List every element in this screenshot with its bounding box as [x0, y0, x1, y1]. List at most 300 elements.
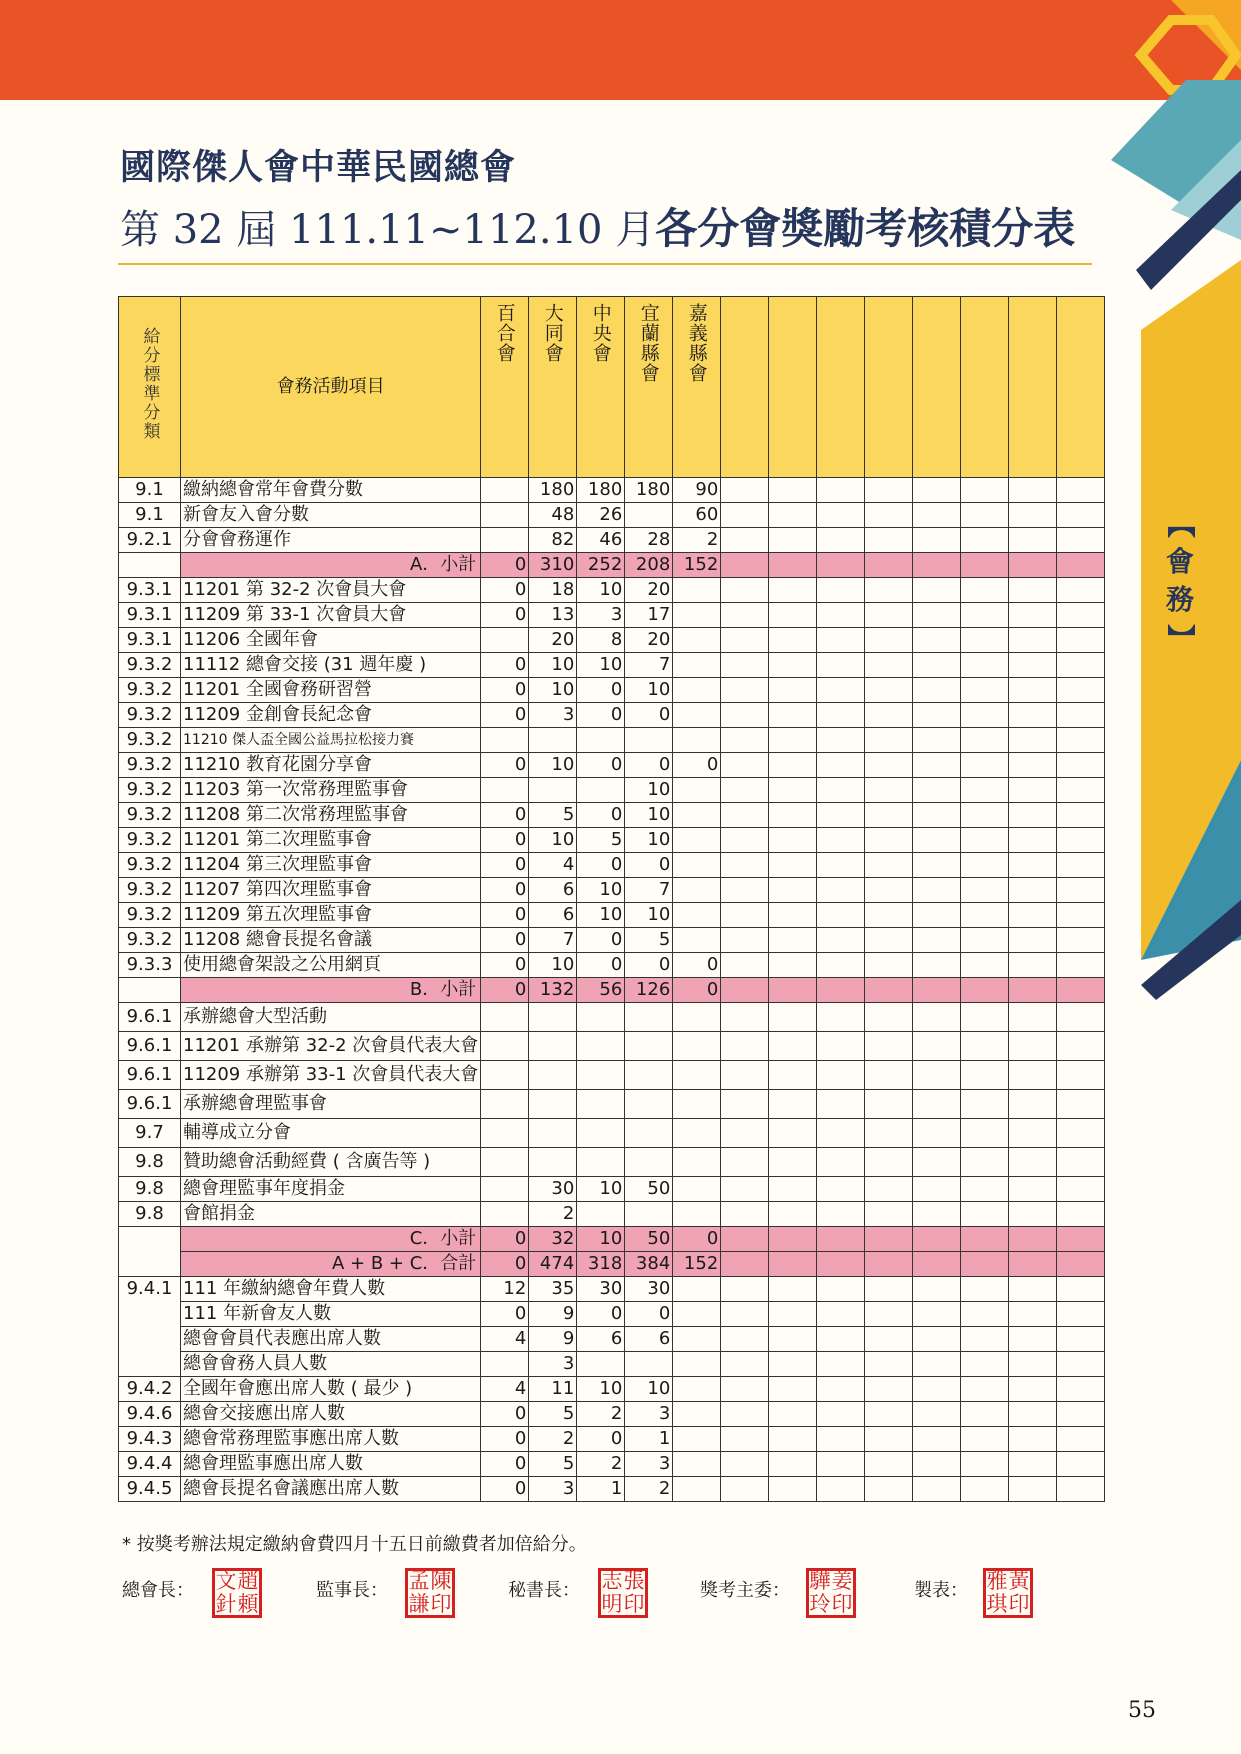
empty-cell [769, 1202, 817, 1227]
empty-cell [817, 1427, 865, 1452]
empty-cell [913, 728, 961, 753]
header-empty [769, 297, 817, 478]
empty-cell [913, 578, 961, 603]
empty-cell [721, 903, 769, 928]
table-row [119, 478, 1105, 503]
score-cell [625, 1061, 673, 1090]
score-cell [625, 1032, 673, 1061]
category-code: 9.4.6 [119, 1402, 181, 1427]
empty-cell [721, 778, 769, 803]
score-cell [673, 1061, 721, 1090]
empty-cell [1057, 1352, 1105, 1377]
subtotal-label: A + B + C．合計 [181, 1252, 481, 1277]
score-cell: 10 [529, 653, 577, 678]
score-cell [673, 1352, 721, 1377]
empty-cell [721, 953, 769, 978]
empty-cell [1057, 628, 1105, 653]
category-code: 9.3.2 [119, 853, 181, 878]
score-cell: 1 [577, 1477, 625, 1502]
score-cell [481, 728, 529, 753]
score-cell [673, 1452, 721, 1477]
empty-cell [1057, 578, 1105, 603]
empty-cell [1057, 1003, 1105, 1032]
score-cell: 10 [529, 753, 577, 778]
empty-cell [865, 1327, 913, 1352]
score-cell: 0 [481, 1252, 529, 1277]
club-name: 大同會 [541, 303, 564, 363]
score-cell: 10 [529, 828, 577, 853]
score-cell [673, 903, 721, 928]
empty-cell [961, 1202, 1009, 1227]
empty-cell [913, 1148, 961, 1177]
category-code [119, 978, 181, 1003]
empty-cell [913, 478, 961, 503]
empty-cell [865, 728, 913, 753]
score-cell: 0 [481, 903, 529, 928]
empty-cell [865, 803, 913, 828]
table-row [119, 1377, 1105, 1402]
activity-item: 11201 第二次理監事會 [181, 828, 481, 853]
empty-cell [961, 778, 1009, 803]
seal-stamp-committee-chair [806, 1568, 856, 1618]
score-cell: 2 [529, 1202, 577, 1227]
empty-cell [1057, 678, 1105, 703]
empty-cell [721, 803, 769, 828]
score-cell: 0 [481, 653, 529, 678]
activity-item: 總會長提名會議應出席人數 [181, 1477, 481, 1502]
empty-cell [721, 628, 769, 653]
empty-cell [1057, 828, 1105, 853]
score-cell [673, 1402, 721, 1427]
empty-cell [721, 878, 769, 903]
score-cell: 318 [577, 1252, 625, 1277]
empty-cell [961, 728, 1009, 753]
score-cell [577, 728, 625, 753]
category-code: 9.3.2 [119, 728, 181, 753]
empty-cell [913, 853, 961, 878]
score-cell: 2 [673, 528, 721, 553]
empty-cell [1009, 903, 1057, 928]
seal-stamp-secretary [598, 1568, 648, 1618]
empty-cell [1009, 753, 1057, 778]
score-cell: 3 [529, 703, 577, 728]
empty-cell [1009, 703, 1057, 728]
score-cell: 152 [673, 1252, 721, 1277]
empty-cell [961, 1148, 1009, 1177]
empty-cell [961, 578, 1009, 603]
score-cell [673, 828, 721, 853]
score-cell [481, 1003, 529, 1032]
empty-cell [961, 1327, 1009, 1352]
score-cell: 10 [529, 953, 577, 978]
empty-cell [721, 678, 769, 703]
empty-cell [1057, 1452, 1105, 1477]
empty-cell [1009, 1327, 1057, 1352]
empty-cell [721, 1452, 769, 1477]
empty-cell [1057, 1202, 1105, 1227]
empty-cell [1009, 578, 1057, 603]
empty-cell [721, 753, 769, 778]
score-cell [625, 1352, 673, 1377]
empty-cell [865, 1477, 913, 1502]
empty-cell [817, 1177, 865, 1202]
subtotal-label: B．小計 [181, 978, 481, 1003]
empty-cell [721, 703, 769, 728]
score-cell: 7 [625, 653, 673, 678]
empty-cell [961, 953, 1009, 978]
table-row [119, 603, 1105, 628]
score-cell: 48 [529, 503, 577, 528]
table-row [119, 1090, 1105, 1119]
empty-cell [1009, 828, 1057, 853]
empty-cell [769, 853, 817, 878]
empty-cell [1009, 853, 1057, 878]
title-main: 各分會獎勵考核積分表 [655, 204, 1076, 253]
empty-cell [721, 1252, 769, 1277]
empty-cell [769, 1352, 817, 1377]
empty-cell [865, 603, 913, 628]
activity-item: 11210 傑人盃全國公益馬拉松接力賽 [181, 728, 481, 753]
score-cell [481, 1148, 529, 1177]
empty-cell [769, 653, 817, 678]
score-cell: 2 [577, 1402, 625, 1427]
score-cell: 0 [481, 928, 529, 953]
score-cell: 2 [625, 1477, 673, 1502]
score-cell: 10 [577, 1227, 625, 1252]
score-cell [625, 1003, 673, 1032]
empty-cell [721, 528, 769, 553]
empty-cell [1057, 853, 1105, 878]
empty-cell [865, 553, 913, 578]
score-cell: 10 [529, 678, 577, 703]
table-row [119, 828, 1105, 853]
empty-cell [1009, 978, 1057, 1003]
empty-cell [913, 628, 961, 653]
activity-item: 總會會員代表應出席人數 [181, 1327, 481, 1352]
score-cell: 474 [529, 1252, 577, 1277]
empty-cell [961, 503, 1009, 528]
score-cell: 0 [577, 1427, 625, 1452]
empty-cell [769, 1148, 817, 1177]
empty-cell [769, 528, 817, 553]
score-cell: 0 [625, 703, 673, 728]
signature-label: 監事長： [316, 1580, 388, 1601]
activity-item: 111 年繳納總會年費人數 [181, 1277, 481, 1302]
score-cell [625, 1119, 673, 1148]
empty-cell [1057, 978, 1105, 1003]
empty-cell [721, 853, 769, 878]
category-code: 9.3.3 [119, 953, 181, 978]
score-cell: 26 [577, 503, 625, 528]
empty-cell [769, 1477, 817, 1502]
empty-cell [1057, 928, 1105, 953]
activity-item: 11210 教育花園分享會 [181, 753, 481, 778]
score-cell: 6 [625, 1327, 673, 1352]
score-cell: 5 [529, 1402, 577, 1427]
empty-cell [817, 553, 865, 578]
empty-cell [913, 1427, 961, 1452]
score-cell: 126 [625, 978, 673, 1003]
header-empty [913, 297, 961, 478]
empty-cell [865, 1090, 913, 1119]
table-row [119, 803, 1105, 828]
empty-cell [913, 503, 961, 528]
category-code: 9.3.2 [119, 778, 181, 803]
empty-cell [1009, 553, 1057, 578]
score-cell: 35 [529, 1277, 577, 1302]
score-cell [673, 928, 721, 953]
score-cell: 10 [625, 1377, 673, 1402]
empty-cell [1057, 1148, 1105, 1177]
score-cell [577, 1061, 625, 1090]
seal-stamp-president [212, 1568, 262, 1618]
score-cell: 0 [481, 1302, 529, 1327]
empty-cell [721, 1202, 769, 1227]
seal-char: 琪 [986, 1592, 1008, 1616]
category-code [119, 1302, 181, 1327]
empty-cell [817, 1061, 865, 1090]
empty-cell [817, 953, 865, 978]
score-cell: 5 [625, 928, 673, 953]
score-cell [673, 703, 721, 728]
score-cell: 0 [625, 853, 673, 878]
empty-cell [913, 1477, 961, 1502]
empty-cell [769, 878, 817, 903]
empty-cell [961, 1477, 1009, 1502]
empty-cell [1009, 1202, 1057, 1227]
empty-cell [1009, 528, 1057, 553]
score-cell: 0 [481, 703, 529, 728]
score-cell [673, 1377, 721, 1402]
empty-cell [913, 653, 961, 678]
empty-cell [961, 1302, 1009, 1327]
table-row [119, 903, 1105, 928]
score-cell [481, 1202, 529, 1227]
score-cell: 46 [577, 528, 625, 553]
empty-cell [1057, 478, 1105, 503]
seal-char: 謙 [408, 1592, 430, 1616]
empty-cell [1009, 628, 1057, 653]
header-empty [961, 297, 1009, 478]
score-cell: 3 [625, 1452, 673, 1477]
empty-cell [721, 728, 769, 753]
category-code: 9.6.1 [119, 1003, 181, 1032]
score-cell [529, 1061, 577, 1090]
header-item [181, 297, 481, 478]
score-cell: 30 [577, 1277, 625, 1302]
score-cell [673, 853, 721, 878]
empty-cell [865, 1032, 913, 1061]
empty-cell [913, 1402, 961, 1427]
subtotal-row [119, 1252, 1105, 1277]
score-cell: 252 [577, 553, 625, 578]
empty-cell [769, 603, 817, 628]
score-cell: 2 [529, 1427, 577, 1452]
score-cell: 10 [625, 778, 673, 803]
empty-cell [961, 1452, 1009, 1477]
score-cell: 0 [673, 953, 721, 978]
score-cell [673, 803, 721, 828]
empty-cell [769, 478, 817, 503]
score-cell: 56 [577, 978, 625, 1003]
activity-item: 11201 全國會務研習營 [181, 678, 481, 703]
score-cell: 0 [481, 553, 529, 578]
empty-cell [913, 878, 961, 903]
seal-char: 驊 [809, 1569, 831, 1593]
score-cell [577, 1352, 625, 1377]
empty-cell [961, 803, 1009, 828]
score-cell [673, 653, 721, 678]
empty-cell [913, 828, 961, 853]
seal-char: 文 [215, 1569, 237, 1593]
score-cell: 7 [529, 928, 577, 953]
empty-cell [817, 1148, 865, 1177]
empty-cell [721, 553, 769, 578]
activity-item: 繳納總會常年會費分數 [181, 478, 481, 503]
empty-cell [769, 628, 817, 653]
score-cell: 4 [481, 1327, 529, 1352]
seal-char: 黃 [1008, 1569, 1030, 1593]
empty-cell [769, 903, 817, 928]
score-cell: 0 [577, 1302, 625, 1327]
score-cell [625, 1090, 673, 1119]
score-cell [529, 1119, 577, 1148]
empty-cell [913, 1327, 961, 1352]
empty-cell [769, 978, 817, 1003]
empty-cell [1009, 1452, 1057, 1477]
seal-char: 玲 [809, 1592, 831, 1616]
header-club [529, 297, 577, 478]
score-cell: 3 [625, 1402, 673, 1427]
section-tab [1155, 505, 1205, 657]
table-row [119, 1327, 1105, 1352]
empty-cell [721, 478, 769, 503]
score-cell: 18 [529, 578, 577, 603]
table-row [119, 928, 1105, 953]
tab-bracket-close: 】 [1164, 623, 1197, 652]
score-cell: 0 [577, 753, 625, 778]
activity-item: 11208 第二次常務理監事會 [181, 803, 481, 828]
score-cell: 20 [529, 628, 577, 653]
seal-char: 趙 [237, 1569, 259, 1593]
empty-cell [961, 653, 1009, 678]
empty-cell [769, 1061, 817, 1090]
score-cell: 82 [529, 528, 577, 553]
table-row [119, 1277, 1105, 1302]
score-cell: 4 [529, 853, 577, 878]
empty-cell [1009, 503, 1057, 528]
empty-cell [817, 1252, 865, 1277]
table-row [119, 1148, 1105, 1177]
empty-cell [721, 1032, 769, 1061]
empty-cell [865, 1202, 913, 1227]
score-cell: 0 [481, 853, 529, 878]
score-cell: 0 [673, 978, 721, 1003]
empty-cell [769, 953, 817, 978]
score-cell: 0 [577, 803, 625, 828]
empty-cell [913, 1227, 961, 1252]
empty-cell [817, 578, 865, 603]
empty-cell [721, 1148, 769, 1177]
score-cell: 384 [625, 1252, 673, 1277]
empty-cell [817, 1277, 865, 1302]
empty-cell [913, 1452, 961, 1477]
empty-cell [913, 778, 961, 803]
empty-cell [769, 503, 817, 528]
table-row [119, 853, 1105, 878]
empty-cell [769, 753, 817, 778]
empty-cell [721, 1402, 769, 1427]
empty-cell [817, 928, 865, 953]
activity-item: 新會友入會分數 [181, 503, 481, 528]
activity-item: 總會交接應出席人數 [181, 1402, 481, 1427]
category-code: 9.3.1 [119, 603, 181, 628]
activity-item: 全國年會應出席人數 ( 最少 ) [181, 1377, 481, 1402]
empty-cell [913, 1177, 961, 1202]
score-cell: 20 [625, 628, 673, 653]
score-cell [673, 1148, 721, 1177]
empty-cell [913, 678, 961, 703]
empty-cell [721, 1177, 769, 1202]
seal-char: 陳 [430, 1569, 452, 1593]
empty-cell [961, 878, 1009, 903]
empty-cell [913, 803, 961, 828]
empty-cell [961, 903, 1009, 928]
score-cell: 9 [529, 1327, 577, 1352]
score-cell: 3 [529, 1352, 577, 1377]
score-cell [673, 728, 721, 753]
score-cell: 0 [625, 953, 673, 978]
empty-cell [865, 653, 913, 678]
score-cell: 30 [529, 1177, 577, 1202]
empty-cell [817, 1452, 865, 1477]
table-row [119, 728, 1105, 753]
category-code [119, 553, 181, 578]
empty-cell [1009, 1277, 1057, 1302]
score-cell: 0 [481, 753, 529, 778]
score-cell: 10 [577, 653, 625, 678]
category-code: 9.8 [119, 1148, 181, 1177]
score-cell: 1 [625, 1427, 673, 1452]
empty-cell [817, 1352, 865, 1377]
header-empty [721, 297, 769, 478]
activity-item: 11203 第一次常務理監事會 [181, 778, 481, 803]
category-code: 9.2.1 [119, 528, 181, 553]
score-cell: 9 [529, 1302, 577, 1327]
score-cell: 152 [673, 553, 721, 578]
score-cell: 0 [481, 1477, 529, 1502]
seal-char: 印 [430, 1592, 452, 1616]
table-row [119, 778, 1105, 803]
score-cell: 180 [529, 478, 577, 503]
table-row [119, 1003, 1105, 1032]
empty-cell [1057, 1377, 1105, 1402]
score-cell [673, 1327, 721, 1352]
score-cell: 10 [625, 678, 673, 703]
empty-cell [817, 1477, 865, 1502]
empty-cell [1057, 1119, 1105, 1148]
category-code: 9.6.1 [119, 1032, 181, 1061]
score-cell [673, 878, 721, 903]
empty-cell [721, 928, 769, 953]
score-cell: 10 [625, 828, 673, 853]
score-cell [673, 678, 721, 703]
seal-char: 印 [623, 1592, 645, 1616]
empty-cell [1057, 653, 1105, 678]
header-club [481, 297, 529, 478]
empty-cell [769, 728, 817, 753]
score-cell: 0 [673, 1227, 721, 1252]
